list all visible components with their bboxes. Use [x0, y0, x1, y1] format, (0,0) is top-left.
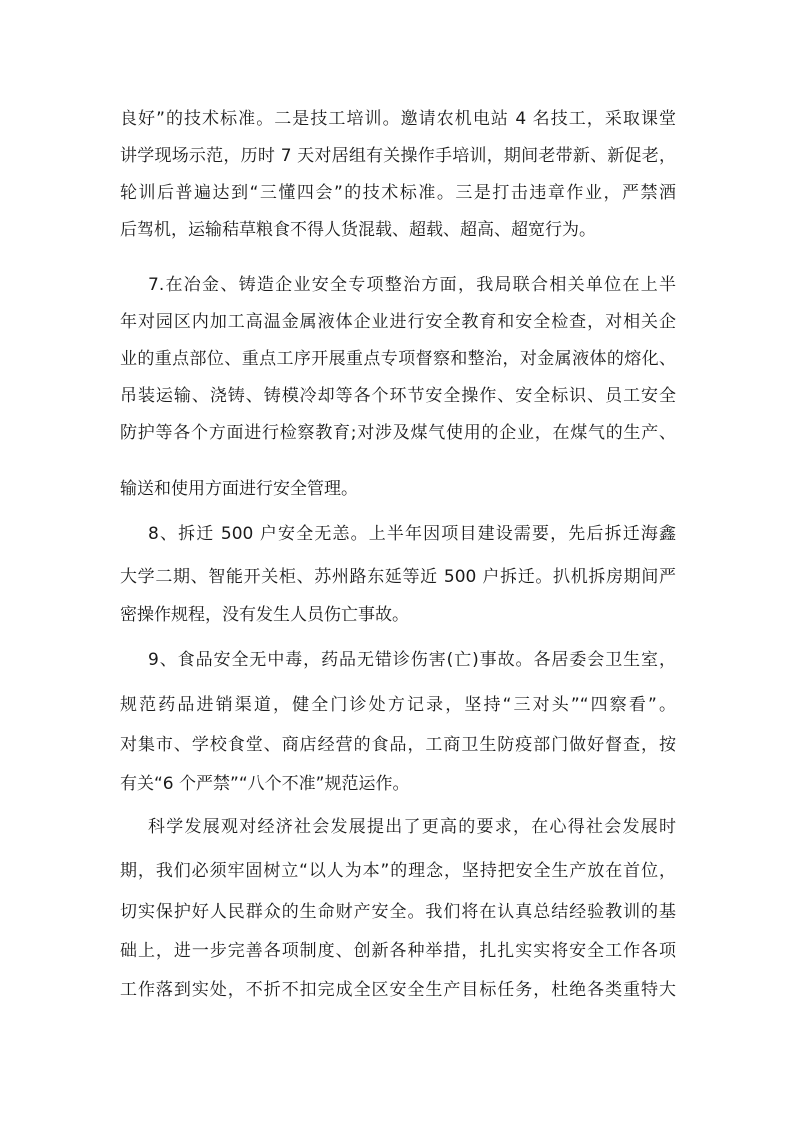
text-line: 9、食品安全无中毒，药品无错诊伤害(亡)事故。各居委会卫生室，	[148, 650, 676, 670]
text-line: 吊装运输、浇铸、铸模冷却等各个环节安全操作、安全标识、员工安全	[120, 386, 676, 406]
text-line: 科学发展观对经济社会发展提出了更高的要求，在心得社会发展时	[148, 817, 676, 837]
text-line: 良好”的技术标准。二是技工培训。邀请农机电站 4 名技工，采取课堂	[120, 109, 676, 129]
text-line: 对集市、学校食堂、商店经营的食品，工商卫生防疫部门做好督查，按	[120, 735, 676, 755]
text-line: 期，我们必须牢固树立“以人为本”的理念，坚持把安全生产放在首位，	[120, 861, 676, 881]
text-line: 年对园区内加工高温金属液体企业进行安全教育和安全检查，对相关企	[120, 312, 676, 332]
text-line: 轮训后普遍达到“三懂四会”的技术标准。三是打击违章作业，严禁酒	[120, 183, 676, 203]
text-line: 输送和使用方面进行安全管理。	[120, 479, 358, 499]
text-line: 密操作规程，没有发生人员伤亡事故。	[120, 605, 409, 625]
text-line: 7.在冶金、铸造企业安全专项整治方面，我局联合相关单位在上半	[148, 275, 676, 295]
text-line: 础上，进一步完善各项制度、创新各种举措，扎扎实实将安全工作各项	[120, 941, 676, 961]
text-line: 后驾机，运输秸草粮食不得人货混载、超载、超高、超宽行为。	[120, 220, 596, 240]
text-line: 讲学现场示范，历时 7 天对居组有关操作手培训，期间老带新、新促老，	[120, 146, 676, 166]
text-line: 切实保护好人民群众的生命财产安全。我们将在认真总结经验教训的基	[120, 902, 676, 922]
text-line: 工作落到实处，不折不扣完成全区安全生产目标任务，杜绝各类重特大	[120, 980, 676, 1000]
text-line: 大学二期、智能开关柜、苏州路东延等近 500 户拆迁。扒机拆房期间严	[120, 567, 676, 587]
text-line: 业的重点部位、重点工序开展重点专项督察和整治，对金属液体的熔化、	[120, 349, 676, 369]
text-line: 规范药品进销渠道，健全门诊处方记录，坚持“三对头”“四察看”。	[120, 695, 676, 715]
text-line: 有关“6 个严禁”“八个不准”规范运作。	[120, 774, 410, 794]
text-line: 8、拆迁 500 户安全无恙。上半年因项目建设需要，先后拆迁海鑫	[148, 524, 676, 544]
text-line: 防护等各个方面进行检察教育;对涉及煤气使用的企业，在煤气的生产、	[120, 423, 676, 443]
